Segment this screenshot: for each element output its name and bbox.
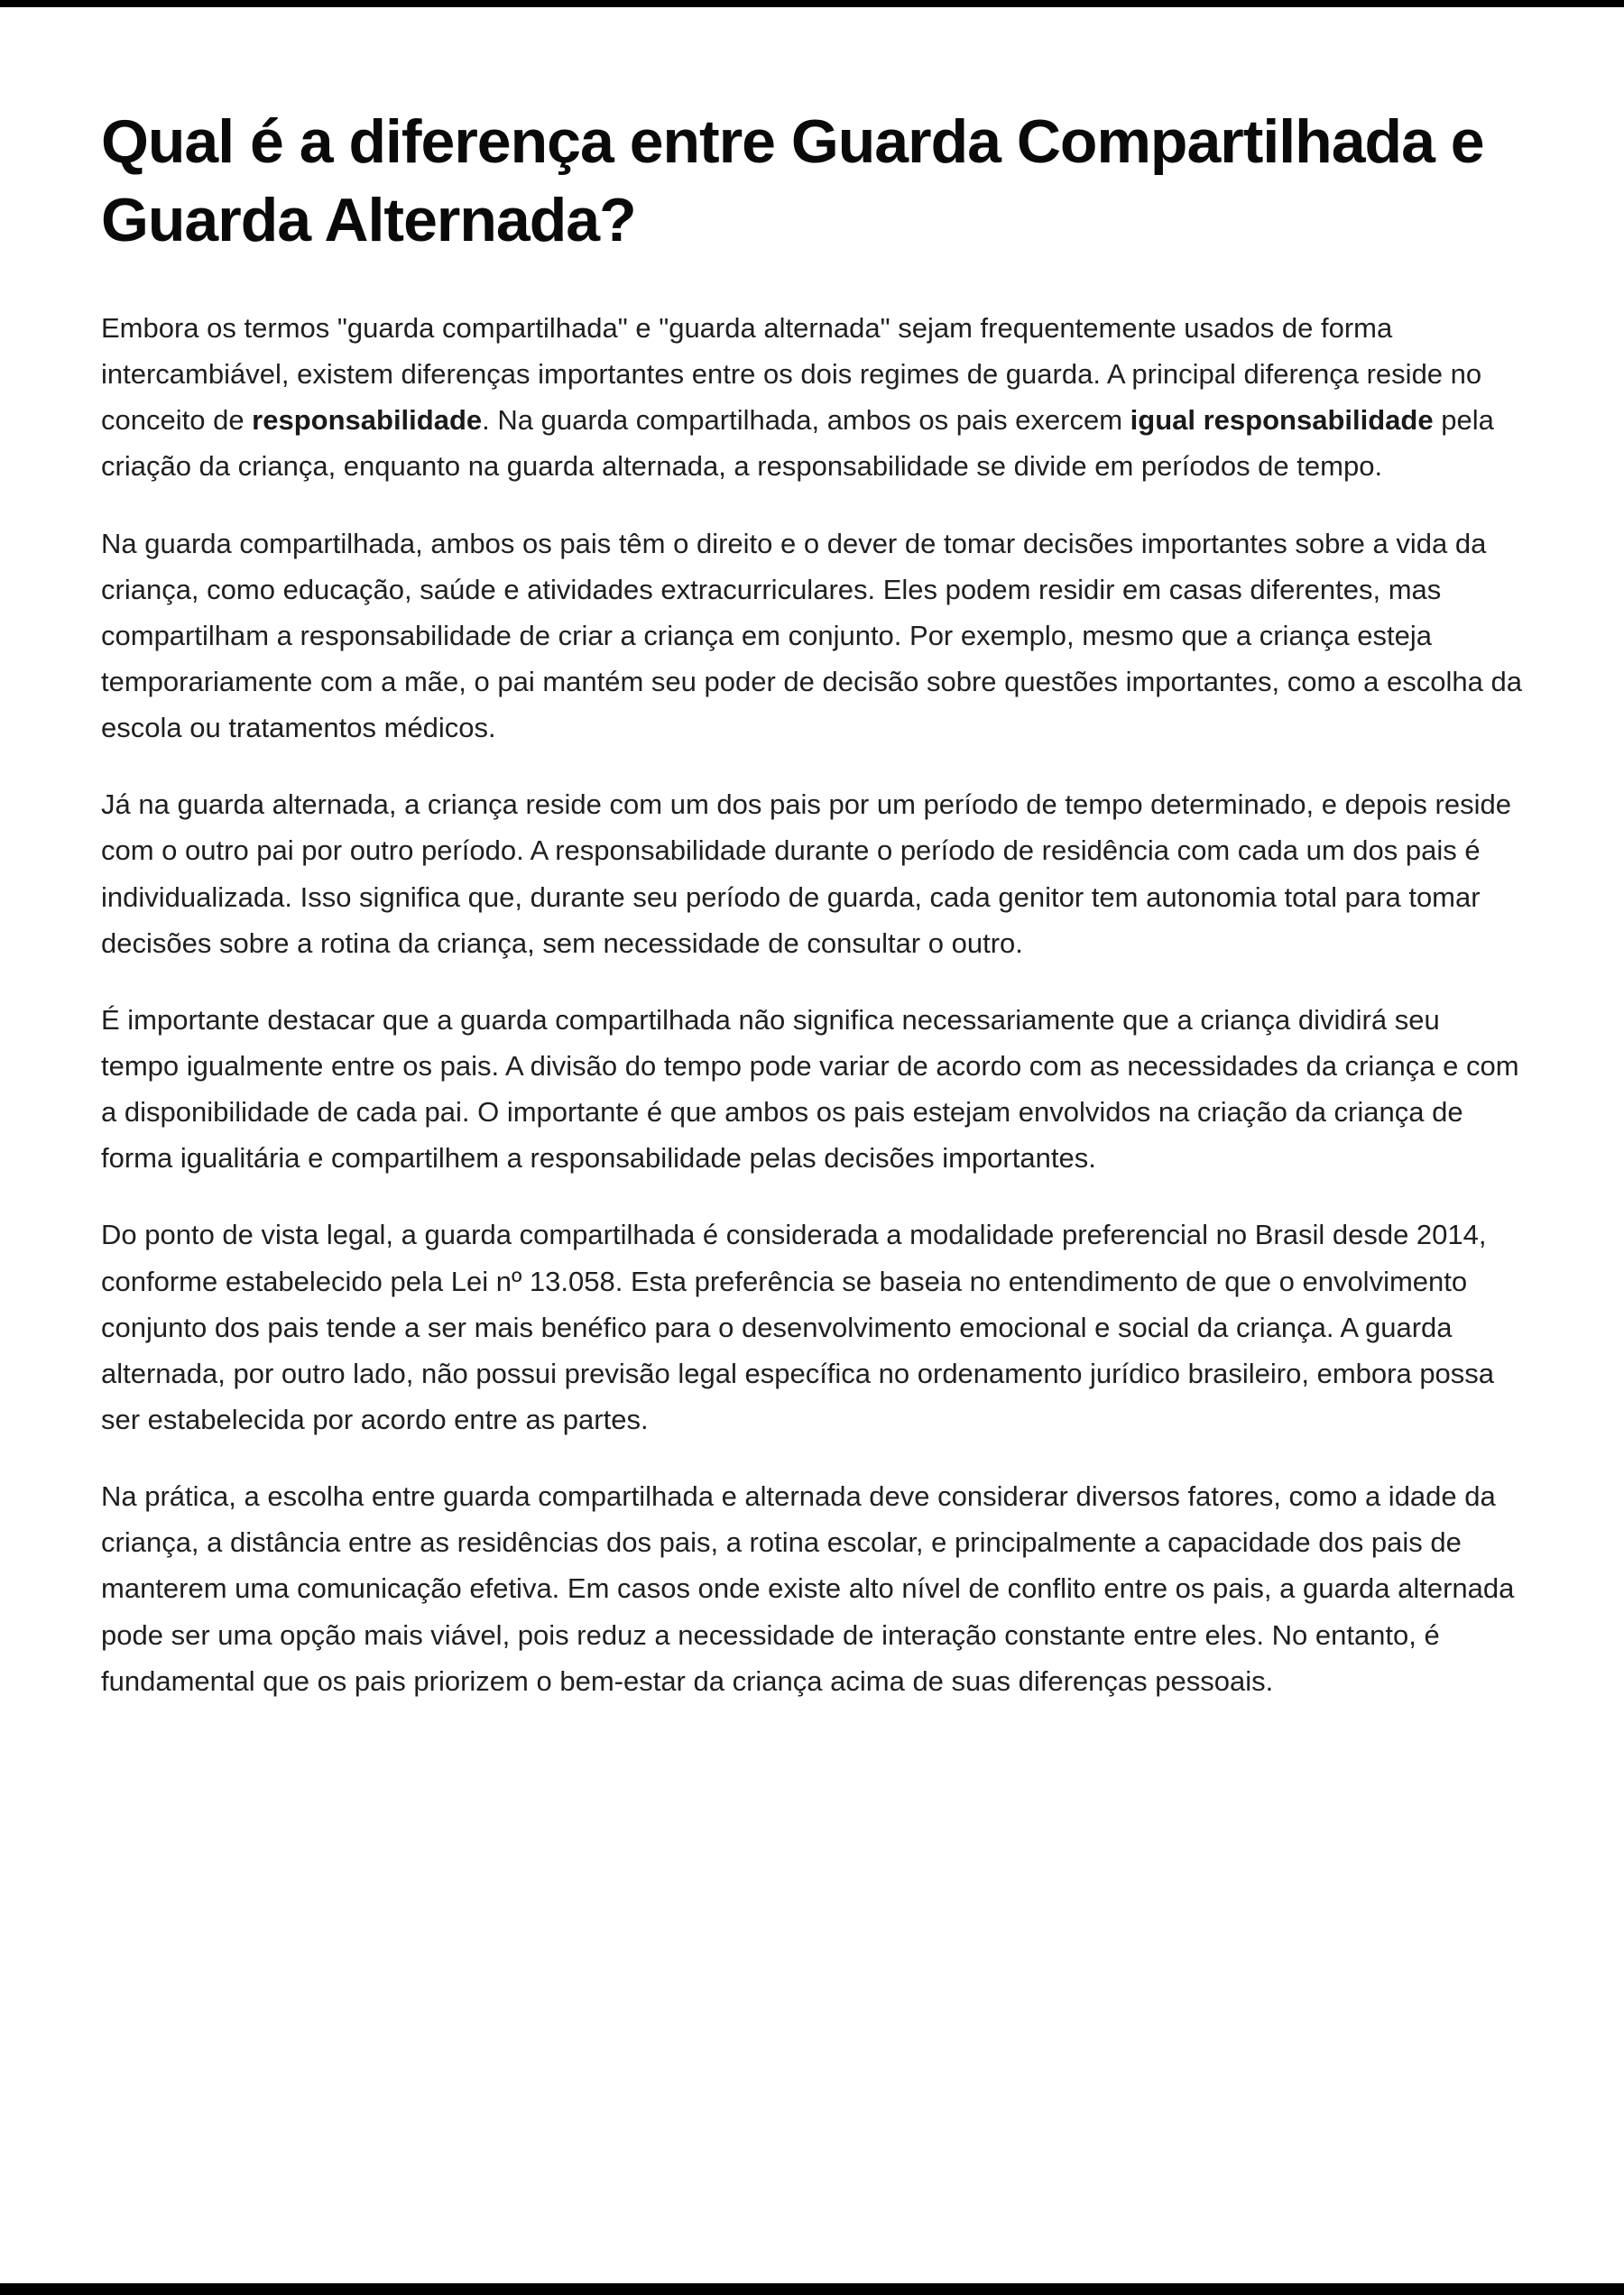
paragraph-list [101,305,1523,1704]
paragraph [101,305,1523,490]
text-segment: Na guarda compartilhada, ambos os pais têm o direito e o dever de tomar decisões importantes sobre a vida da criança, como educação, saúde e atividades extracurriculares. Eles podem residir em casas diferentes, mas compartilham a responsabilidade de criar a criança em conjunto. Por exemplo, mesmo que a criança esteja temporariamente com a mãe, o pai mantém seu poder de decisão sobre questões importantes, como a escolha da escola ou tratamentos médicos. [101,527,1522,744]
text-segment: Embora os termos "guarda compartilhada" e "guarda alternada" sejam frequentemente usados de forma intercambiável, existem diferenças importantes entre os dois regimes de guarda. A principal diferença reside no conceito de [101,312,1482,437]
text-segment: igual responsabilidade [1130,404,1434,437]
text-segment: . Na guarda compartilhada, ambos os pais exercem [482,404,1130,437]
text-segment: Do ponto de vista legal, a guarda compartilhada é considerada a modalidade preferencial no Brasil desde 2014, conforme estabelecido pela Lei nº 13.058. Esta preferência se baseia no entendimento de que o envolvimento conjunto dos pais tende a ser mais benéfico para o desenvolvimento emocional e social da criança. A guarda alternada, por outro lado, não possui previsão legal específica no ordenamento jurídico brasileiro, embora possa ser estabelecida por acordo entre as partes. [101,1219,1495,1436]
text-segment: pela criação da criança, enquanto na guarda alternada, a responsabilidade se divide em períodos de tempo. [101,404,1494,483]
paragraph [101,521,1523,751]
text-segment: responsabilidade [252,404,483,437]
paragraph [101,997,1523,1182]
text-segment: Na prática, a escolha entre guarda compartilhada e alternada deve considerar diversos fatores, como a idade da criança, a distância entre as residências dos pais, a rotina escolar, e principalmente a capacidade dos pais de manterem uma comunicação efetiva. Em casos onde existe alto nível de conflito entre os pais, a guarda alternada pode ser uma opção mais viável, pois reduz a necessidade de interação constante entre eles. No entanto, é fundamental que os pais priorizem o bem-estar da criança acima de suas diferenças pessoais. [101,1480,1515,1697]
paragraph [101,781,1523,966]
text-segment: Já na guarda alternada, a criança reside com um dos pais por um período de tempo determinado, e depois reside com o outro pai por outro período. A responsabilidade durante o período de residência com cada um dos pais é individualizada. Isso significa que, durante seu período de guarda, cada genitor tem autonomia total para tomar decisões sobre a rotina da criança, sem necessidade de consultar o outro. [101,788,1511,959]
paragraph [101,1212,1523,1442]
page-title: Qual é a diferença entre Guarda Compartilhada e Guarda Alternada? [101,107,1484,255]
bottom-border-bar [0,2283,1624,2295]
top-border-bar [0,0,1624,7]
text-segment: É importante destacar que a guarda compartilhada não significa necessariamente que a criança dividirá seu tempo igualmente entre os pais. A divisão do tempo pode variar de acordo com as necessidades da criança e com a disponibilidade de cada pai. O importante é que ambos os pais estejam envolvidos na criação da criança de forma igualitária e compartilhem a responsabilidade pelas decisões importantes. [101,1003,1519,1175]
article-content [101,103,1523,1704]
article-page [0,7,1624,1735]
paragraph [101,1473,1523,1704]
